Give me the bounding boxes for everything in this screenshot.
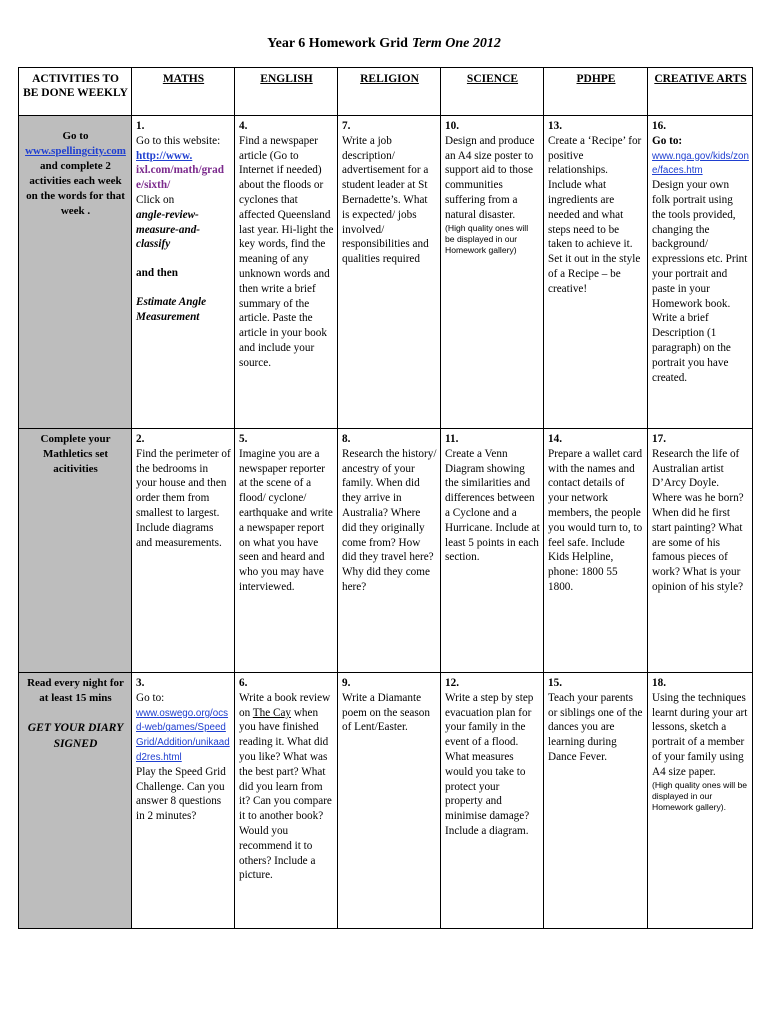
task-16: 16. Go to: www.nga.gov/kids/zone/faces.htm Design your own folk portrait using the tools provided, changing the background/ expressions etc. Print your portrait and paste in your Homework book. Write a brief Description (1 paragraph) on the portrait you have created.	[648, 116, 753, 429]
table-row	[19, 429, 753, 673]
ixl-link[interactable]: http://www.	[136, 149, 193, 162]
header-row	[19, 68, 753, 116]
header-religion: RELIGION	[338, 68, 441, 116]
homework-grid	[18, 67, 753, 929]
spellingcity-link[interactable]: www.spellingcity.com	[25, 145, 126, 157]
header-activities: ACTIVITIES TO BE DONE WEEKLY	[19, 68, 132, 116]
task-10: 10. Design and produce an A4 size poster to support aid to those communities suffering from a natural disaster. (High quality ones will be displayed in our Homework gallery)	[441, 116, 544, 429]
task-3: 3. Go to: www.oswego.org/ocsd-web/games/SpeedGrid/Addition/unikaadd2res.html Play the Speed Grid Challenge. Can you answer 8 questions in 2 minutes?	[132, 673, 235, 929]
table-row	[19, 116, 753, 429]
task-17: 17. Research the life of Australian artist D’Arcy Doyle. Where was he born? When did he first start painting? What are some of his famous pieces of work? What is your opinion of his style?	[648, 429, 753, 673]
task-2: 2. Find the perimeter of the bedrooms in your house and then order them from smallest to largest. Include diagrams and measurements.	[132, 429, 235, 673]
task-11: 11. Create a Venn Diagram showing the similarities and differences between a Cyclone and a Hurricane. Include at least 5 points in each section.	[441, 429, 544, 673]
task-18: 18. Using the techniques learnt during your art lessons, sketch a portrait of a member of your family using A4 size paper. (High quality ones will be displayed in our Homework gallery).	[648, 673, 753, 929]
task-12: 12. Write a step by step evacuation plan for your family in the event of a flood. What measures would you take to protect your property and minimise damage? Include a diagram.	[441, 673, 544, 929]
activity-reading: Read every night for at least 15 mins GET YOUR DIARY SIGNED	[19, 673, 132, 929]
task-5: 5. Imagine you are a newspaper reporter at the scene of a flood/ cyclone/ earthquake and write a newspaper report on what you have seen and heard and who you may have interviewed.	[235, 429, 338, 673]
task-1: 1. Go to this website: http://www. ixl.com/math/grade/sixth/ Click on angle-review-measure-and-classify and then Estimate Angle Measurement	[132, 116, 235, 429]
oswego-link[interactable]: www.oswego.org/ocsd-web/games/SpeedGrid/Addition/unikaadd2res.html	[136, 707, 230, 763]
task-8: 8. Research the history/ ancestry of your family. When did they arrive in Australia? Where did they originally come from? How did they travel here? Why did they come here?	[338, 429, 441, 673]
header-creative-arts: CREATIVE ARTS	[648, 68, 753, 116]
ixl-url[interactable]: ixl.com/math/grade/sixth/	[136, 164, 224, 192]
nga-link[interactable]: www.nga.gov/kids/zone/faces.htm	[652, 150, 749, 177]
activity-mathletics: Complete your Mathletics set acitivities	[19, 429, 132, 673]
title-term: Term One 2012	[411, 36, 501, 51]
header-science: SCIENCE	[441, 68, 544, 116]
task-14: 14. Prepare a wallet card with the names and contact details of your network members, the people you would turn to, to feel safe. Include Kids Helpline, phone: 1800 55 1800.	[544, 429, 648, 673]
table-row	[19, 673, 753, 929]
task-13: 13. Create a ‘Recipe’ for positive relationships. Include what ingredients are needed and what steps need to be taken to achieve it. Set it out in the style of a Recipe – be creative!	[544, 116, 648, 429]
header-pdhpe: PDHPE	[544, 68, 648, 116]
task-6: 6. Write a book review on The Cay when you have finished reading it. What did you like? What was the best part? What did you learn from it? Can you compare it to another book? Would you recommend it to others? Include a picture.	[235, 673, 338, 929]
page-title	[0, 36, 768, 52]
book-title: The Cay	[252, 706, 292, 719]
header-maths: MATHS	[132, 68, 235, 116]
task-15: 15. Teach your parents or siblings one of the dances you are learning during Dance Fever.	[544, 673, 648, 929]
task-9: 9. Write a Diamante poem on the season of Lent/Easter.	[338, 673, 441, 929]
activity-spelling: Go to www.spellingcity.com and complete 2 activities each week on the words for that week .	[19, 116, 132, 429]
task-4: 4. Find a newspaper article (Go to Internet if needed) about the floods or cyclones that affected Queensland last year. Hi-light the key words, find the meaning of any unknown words and then write a brief summary of the article. Paste the article in your book and include your source.	[235, 116, 338, 429]
task-7: 7. Write a job description/ advertisement for a student leader at St Bernadette’s. What is expected/ jobs involved/ responsibilities and qualities required	[338, 116, 441, 429]
header-english: ENGLISH	[235, 68, 338, 116]
title-main: Year 6 Homework Grid	[267, 36, 408, 51]
